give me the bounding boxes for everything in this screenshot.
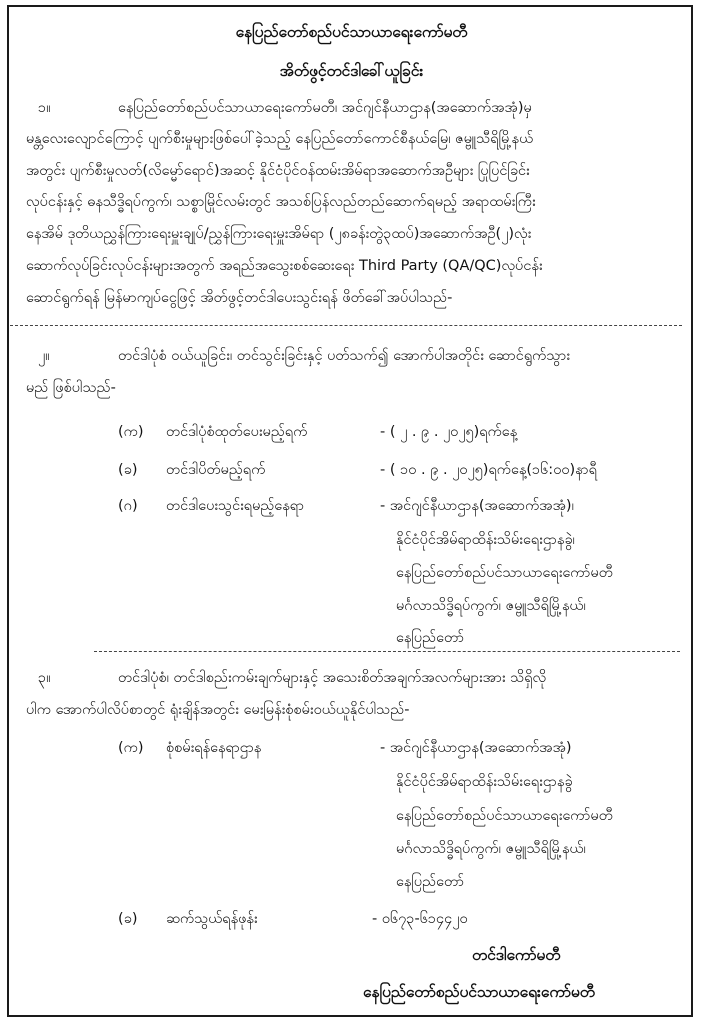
item-value: မင်္ဂလာသိဒ္ဓိရပ်ကွက်၊ ဇမ္ဗူသီရိမြို့နယ်၊ [396,598,586,614]
item-value: - ( ၁၀ . ၉ . ၂၀၂၅)ရက်နေ့(၁၆:၀၀)နာရီ [380,462,597,478]
item-value: နေပြည်တော်စည်ပင်သာယာရေးကော်မတီ [396,565,613,581]
para2-number: ၂။ [38,348,50,364]
para1-line: နေအိမ် ဒုတိယညွှန်ကြားရေးမှူးချုပ်/ညွှန်ကြားရေးမှူးအိမ်ရာ (၂၈ခန်းတွဲ၃ထပ်)အဆောက်အဦ(၂)လုံး [26,226,532,242]
para1-line: နေပြည်တော်စည်ပင်သာယာရေးကော်မတီ၊ အင်ဂျင်နီယာဌာန(အဆောက်အအုံ)မှ [118,100,532,116]
para1-number: ၁။ [38,100,51,116]
separator-rule [10,325,682,326]
item-value: - အင်ဂျင်နီယာဌာန(အဆောက်အအုံ)၊ [380,498,574,514]
signature-organization: နေပြည်တော်စည်ပင်သာယာရေးကော်မတီ [363,983,595,1001]
document-border [7,5,693,1017]
item-value: မင်္ဂလာသိဒ္ဓိရပ်ကွက်၊ ဇမ္ဗူသီရိမြို့နယ်၊ [396,841,586,857]
item-label: (ဂ) [118,498,138,514]
item-value: နေပြည်တော် [396,874,465,890]
para1-line: ဆောက်လုပ်ခြင်းလုပ်ငန်းများအတွက် အရည်အသွေးစစ်ဆေးရေး Third Party (QA/QC)လုပ်ငန်း [26,258,543,274]
item-key: ဆက်သွယ်ရန်ဖုန်း [166,911,258,927]
item-label: (က) [118,424,144,440]
separator-rule [94,651,680,652]
document-title: နေပြည်တော်စည်ပင်သာယာရေးကော်မတီ [235,23,468,41]
document-subtitle: အိတ်ဖွင့်တင်ဒါခေါ်ယူခြင်း [279,62,424,80]
item-value: - အင်ဂျင်နီယာဌာန(အဆောက်အအုံ) [380,740,572,756]
item-value: - ၀၆၇၃-၆၁၄၄၂၀ [372,911,468,927]
item-value: - ( ၂ . ၉ . ၂၀၂၅)ရက်နေ့ [380,424,518,440]
item-label: (က) [118,740,144,756]
item-value: နိုင်ငံပိုင်အိမ်ရာထိန်းသိမ်းရေးဌာနခွဲ [396,774,573,790]
item-key: တင်ဒါပေးသွင်းရမည့်နေရာ [166,498,305,514]
para2-line: မည် ဖြစ်ပါသည်- [26,380,116,396]
para1-line: ဆောင်ရွက်ရန် မြန်မာကျပ်ငွေဖြင့် အိတ်ဖွင့်တင်ဒါပေးသွင်းရန် ဖိတ်ခေါ်အပ်ပါသည်- [26,290,453,306]
para2-line: တင်ဒါပုံစံ ဝယ်ယူခြင်း၊ တင်သွင်းခြင်းနှင့် ပတ်သက်၍ အောက်ပါအတိုင်း ဆောင်ရွက်သွား [118,348,570,364]
item-key: တင်ဒါပုံစံထုတ်ပေးမည့်ရက် [166,424,308,440]
item-label: (ခ) [118,911,138,927]
item-value: နိုင်ငံပိုင်အိမ်ရာထိန်းသိမ်းရေးဌာနခွဲ၊ [396,532,575,548]
para3-number: ၃။ [38,670,51,686]
item-key: တင်ဒါပိတ်မည့်ရက် [166,462,266,478]
item-key: စုံစမ်းရန်နေရာဌာန [166,740,262,756]
signature-committee: တင်ဒါကော်မတီ [472,946,561,964]
para1-line: အတွင်း ပျက်စီးမှုလတ်(လိမ္မော်ရောင်)အဆင့် နိုင်ငံပိုင်ဝန်ထမ်းအိမ်ရာအဆောက်အဦများ ပြုပြင်ခြင်း [26,163,530,179]
para3-line: ပါက အောက်ပါလိပ်စာတွင် ရုံးချိန်အတွင်း မေးမြန်းစုံစမ်းဝယ်ယူနိုင်ပါသည်- [26,702,410,718]
para3-line: တင်ဒါပုံစံ၊ တင်ဒါစည်းကမ်းချက်များနှင့် အသေးစိတ်အချက်အလက်များအား သိရှိလို [118,670,547,686]
para1-line: လုပ်ငန်းနှင့် ဓနသီဒ္ဓိရပ်ကွက်၊ သစ္စာမြိုင်လမ်းတွင် အသစ်ပြန်လည်တည်ဆောက်ရမည့် အရာထမ်းကြီး [26,194,536,210]
para1-line: မန္တလေးလျောင်ကြောင့် ပျက်စီးမှုများဖြစ်ပေါ်ခဲ့သည့် နေပြည်တော်ကောင်စီနယ်မြေ၊ ဇမ္ဗူသီရိမြို့နယ် [26,131,534,147]
item-value: နေပြည်တော် [396,630,465,646]
item-label: (ခ) [118,462,138,478]
item-value: နေပြည်တော်စည်ပင်သာယာရေးကော်မတီ [396,808,613,824]
